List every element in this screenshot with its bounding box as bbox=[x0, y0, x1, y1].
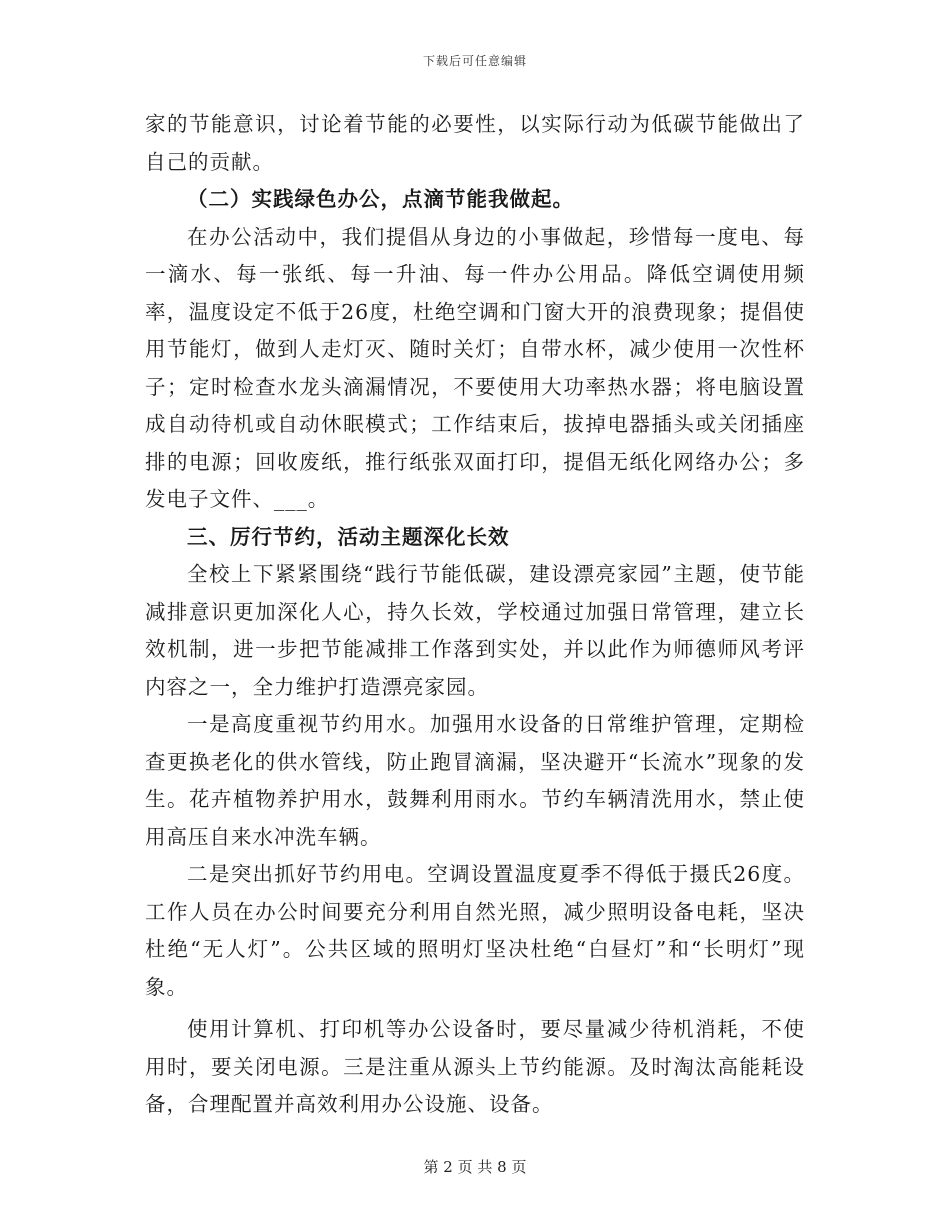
paragraph-water-saving: 一是高度重视节约用水。加强用水设备的日常维护管理，定期检查更换老化的供水管线，防止跑冒滴漏，坚决避开“长流水”现象的发生。花卉植物养护用水，鼓舞利用雨水。节约车辆清洗用水，禁止使用高压自来水冲洗车辆。 bbox=[145, 712, 805, 849]
paragraph-office-saving: 在办公活动中，我们提倡从身边的小事做起，珍惜每一度电、每一滴水、每一张纸、每一升油、每一件办公用品。降低空调使用频率，温度设定不低于26度，杜绝空调和门窗大开的浪费现象；提倡使用节能灯，做到人走灯灭、随时关灯；自带水杯，减少使用一次性杯子；定时检查水龙头滴漏情况，不要使用大功率热水器；将电脑设置成自动待机或自动休眠模式；工作结束后，拔掉电器插头或关闭插座排的电源；回收废纸，推行纸张双面打印，提倡无纸化网络办公；多发电子文件、___。 bbox=[145, 224, 805, 511]
page-header-note: 下载后可任意编辑 bbox=[422, 54, 527, 68]
paragraph-electricity-saving: 二是突出抓好节约用电。空调设置温度夏季不得低于摄氏26度。工作人员在办公时间要充分利用自然光照，减少照明设备电耗，坚决杜绝“无人灯”。公共区域的照明灯坚决杜绝“白昼灯”和“长明灯”现象。 bbox=[145, 862, 805, 999]
paragraph-continuation: 家的节能意识，讨论着节能的必要性，以实际行动为低碳节能做出了自己的贡献。 bbox=[145, 112, 805, 174]
document-body bbox=[145, 106, 805, 1124]
subsection-heading-green-office: （二）实践绿色办公，点滴节能我做起。 bbox=[187, 187, 574, 211]
section-heading-three: 三、厉行节约，活动主题深化长效 bbox=[187, 524, 510, 549]
paragraph-school-theme: 全校上下紧紧围绕“践行节能低碳，建设漂亮家园”主题，使节能减排意识更加深化人心，持久长效，学校通过加强日常管理，建立长效机制，进一步把节能减排工作落到实处，并以此作为师德师风考评内容之一，全力维护打造漂亮家园。 bbox=[145, 562, 805, 699]
page-number-footer: 第 2 页 共 8 页 bbox=[423, 1158, 527, 1176]
paragraph-equipment-saving: 使用计算机、打印机等办公设备时，要尽量减少待机消耗，不使用时，要关闭电源。三是注重从源头上节约能源。及时淘汰高能耗设备，合理配置并高效利用办公设施、设备。 bbox=[145, 1017, 805, 1116]
